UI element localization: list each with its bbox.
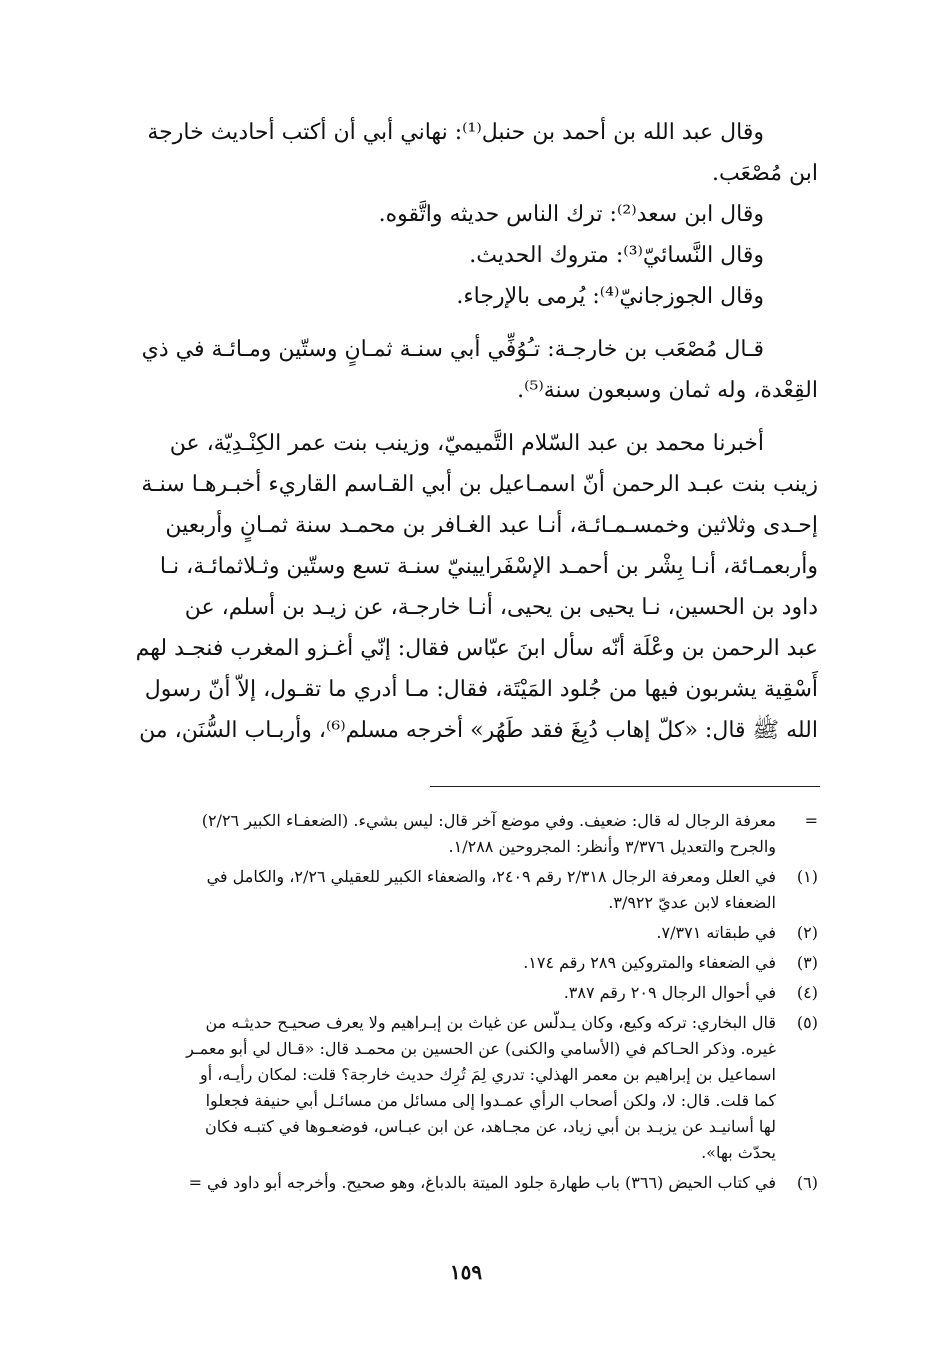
footnote-line: في الضعفاء والمتروكين ٢٨٩ رقم ١٧٤. <box>523 953 776 972</box>
footnote-continued <box>118 808 818 860</box>
paragraph-jawzajani <box>128 276 818 317</box>
text-line: أخبرنا محمد بن عبد السّلام التَّميميّ، وزينب بنت عمر الكِنْـدِيّة، عن <box>169 431 764 456</box>
footnote-text <box>118 980 776 1006</box>
footnote-6 <box>118 1170 818 1196</box>
footnotes <box>118 808 818 1200</box>
text-line: أَسْقِية يشربون فيها من جُلود المَيْتَة، فقال: مـا أدري ما تقـول، إلاّ أنّ رسول <box>144 677 818 702</box>
footnote-number: (٤) <box>796 983 818 1002</box>
footnote-line: في طبقاته ٧/٣٧١. <box>656 923 776 942</box>
text-line: داود بن الحسين، نـا يحيى بن يحيى، أنـا خارجـة، عن زيـد بن أسلم، عن <box>184 595 818 620</box>
text-line: زينب بنت عبـد الرحمن أنّ اسمـاعيل بن أبي القـاسم القاريء أخبـرهـا سنـة <box>141 472 818 497</box>
paragraph-isnad <box>128 423 818 751</box>
footnote-separator <box>430 786 820 787</box>
text-line: عبد الرحمن بن وعْلَة أنّه سأل ابنَ عبّاس فقال: إنّي أغـزو المغرب فنجـد لهم <box>135 636 818 661</box>
footnote-line: والجرح والتعديل ٣/٣٧٦ وأنظر: المجروحين ١/٢٨٨. <box>448 837 776 856</box>
paragraph-ibn-hanbal <box>128 112 818 194</box>
text-line: قـال مُصْعَب بن خارجـة: تـُوُفِّي أبي سنـة ثمـانٍ وستّين ومـائـة في ذي <box>141 337 764 362</box>
footnote-text <box>118 864 776 916</box>
text-line: وأربعمـائة، أنـا بِشْر بن أحمـد الإسْفَرايينيّ سنـة تسع وستّين وثـلاثمائـة، نـا <box>159 554 818 579</box>
footnote-text <box>118 1170 776 1196</box>
text-line: القِعْدة، وله ثمان وسبعون سنة⁽⁵⁾. <box>517 378 818 403</box>
footnote-number: (١) <box>796 867 818 886</box>
paragraph-musab <box>128 329 818 411</box>
spacer <box>128 411 818 423</box>
main-text <box>128 112 818 751</box>
footnote-number: = <box>804 811 818 830</box>
paragraph-nasai <box>128 235 818 276</box>
page-number: ١٥٩ <box>449 1260 483 1284</box>
footnote-number: (٣) <box>796 953 818 972</box>
footnote-text <box>118 808 776 860</box>
text-line: وقال عبد الله بن أحمد بن حنبل⁽¹⁾: نهاني أبي أن أكتب أحاديث خارجة <box>147 120 764 145</box>
footnote-line: في أحوال الرجال ٢٠٩ رقم ٣٨٧. <box>563 983 776 1002</box>
footnote-line: يحدّث بها». <box>701 1143 776 1162</box>
text-line: وقال ابن سعد⁽²⁾: ترك الناس حديثه واتَّقوه. <box>378 202 764 227</box>
footnote-2 <box>118 920 818 946</box>
footnote-line: معرفة الرجال له قال: ضعيف. وفي موضع آخر قال: ليس بشيء. (الضعفـاء الكبير ٢/٢٦) <box>201 811 776 830</box>
text-line: الله ﷺ قال: «كلّ إهاب دُبِغَ فقد طَهُر» أخرجه مسلم⁽⁶⁾، وأربـاب السُّنَن، من <box>139 718 818 743</box>
footnote-line: اسماعيل بن إبراهيم بن معمر الهذلي: تدري لِمَ تُرِك حديث خارجة؟ قلت: لمكان رأيـه، أو <box>200 1065 776 1084</box>
footnote-line: لها أسانيـد عن يزيـد بن أبي زياد، عن مجـاهد، عن ابن عبـاس، فوضعـوها في كتبـه فكان <box>204 1117 776 1136</box>
footnote-line: قال البخاري: تركه وكيع، وكان يـدلّس عن غياث بن إبـراهيم ولا يعرف صحيـح حديثـه من <box>205 1013 776 1032</box>
text-line: إحـدى وثلاثين وخمسـمـائـة، أنـا عبد الغـافر بن محمـد سنة ثمـانٍ وأربعين <box>165 513 818 538</box>
text-line: ابن مُصْعَب. <box>711 161 818 186</box>
footnote-text <box>118 950 776 976</box>
footnote-text <box>118 1010 776 1166</box>
footnote-line: غيره. وذكر الحـاكم في (الأسامي والكنى) عن الحسين بن محمـد قال: «قـال لي أبو معمـر <box>186 1039 776 1058</box>
text-line: وقال النَّسائيّ⁽³⁾: متروك الحديث. <box>469 243 764 268</box>
footnote-4 <box>118 980 818 1006</box>
footnote-5 <box>118 1010 818 1166</box>
footnote-number: (٥) <box>796 1013 818 1032</box>
paragraph-ibn-saad <box>128 194 818 235</box>
footnote-text <box>118 920 776 946</box>
footnote-number: (٢) <box>796 923 818 942</box>
spacer <box>128 317 818 329</box>
footnote-number: (٦) <box>796 1173 818 1192</box>
footnote-line: كما قلت. قال: لا، ولكن أصحاب الرأي عمـدوا إلى مسائل من مسائـل أبي حنيفة فجعلوا <box>205 1091 776 1110</box>
text-line: وقال الجوزجانيّ⁽⁴⁾: يُرمى بالإرجاء. <box>456 284 764 309</box>
footnote-line: الضعفاء لابن عديّ ٣/٩٢٢. <box>608 893 776 912</box>
footnote-1 <box>118 864 818 916</box>
footnote-line: في العلل ومعرفة الرجال ٢/٣١٨ رقم ٢٤٠٩، والضعفاء الكبير للعقيلي ٢/٢٦، والكامل في <box>206 867 776 886</box>
footnote-3 <box>118 950 818 976</box>
footnote-line: في كتاب الحيض (٣٦٦) باب طهارة جلود الميتة بالدباغ، وهو صحيح. وأخرجه أبو داود في = <box>188 1173 776 1192</box>
